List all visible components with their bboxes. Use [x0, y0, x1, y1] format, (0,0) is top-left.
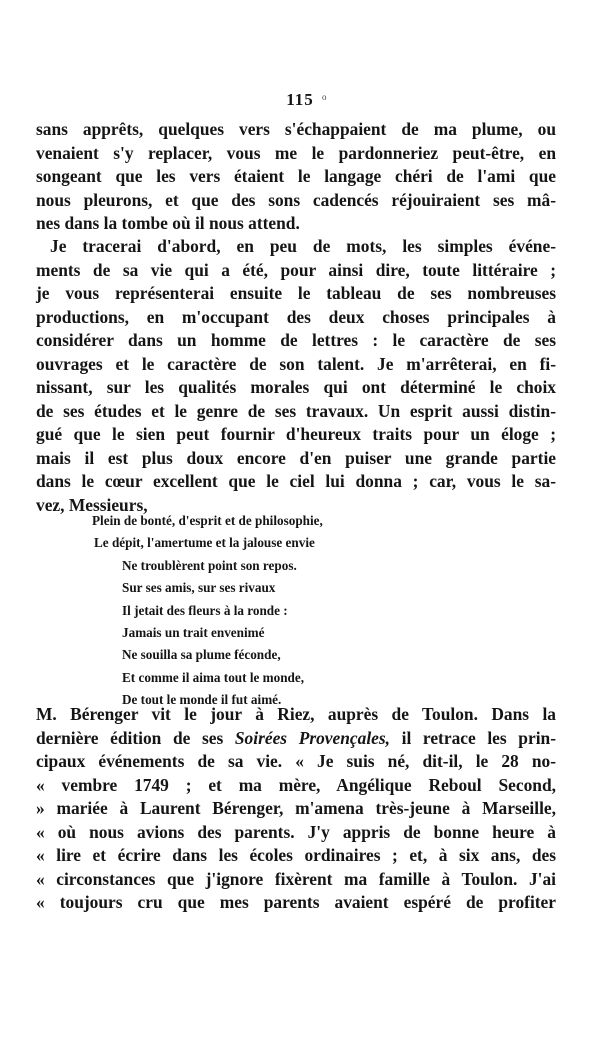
verse-line: Et comme il aima tout le monde, — [122, 669, 305, 685]
text-line: dans le cœur excellent que le ciel lui donna ; car, vous le sa- — [36, 471, 556, 491]
text-line: songeant que les vers étaient le langage chéri de l'ami que — [36, 166, 556, 186]
text-line: venaient s'y replacer, vous me le pardonneriez peut-être, en — [36, 142, 556, 163]
text-line: Je tracerai d'abord, en peu de mots, les simples événe- — [50, 236, 556, 256]
text-line — [36, 727, 556, 751]
text-line: nissant, sur les qualités morales qui ont déterminé le choix — [36, 377, 556, 397]
verse-line: De tout le monde il fut aimé. — [122, 692, 282, 708]
text-line: « circonstances que j'ignore fixèrent ma famille à Toulon. J'ai — [36, 868, 556, 889]
text-line: vez, Messieurs, — [36, 494, 148, 515]
verse-line: Sur ses amis, sur ses rivaux — [122, 580, 276, 596]
text-line: « où nous avions des parents. J'y appris de bonne heure à — [36, 821, 556, 842]
printer-mark: o — [322, 92, 327, 102]
text-line: nous pleurons, et que des sons cadencés réjouiraient ses mâ- — [36, 189, 556, 210]
verse-line: Le dépit, l'amertume et la jalouse envie — [94, 535, 315, 551]
verse-line: Ne souilla sa plume féconde, — [122, 647, 281, 663]
text-line: je vous représenterai ensuite le tableau de ses nombreuses — [36, 283, 556, 303]
text-line: nes dans la tombe où il nous attend. — [36, 213, 300, 233]
page-number: 115 — [286, 90, 314, 109]
paragraph-2 — [36, 235, 556, 517]
text-line: « lire et écrire dans les écoles ordinaires ; et, à six ans, des — [36, 845, 556, 865]
verse-line: Plein de bonté, d'esprit et de philosophie, — [92, 513, 323, 528]
text-line: sans apprêts, quelques vers s'échappaient de ma plume, ou — [36, 119, 556, 139]
text-segment: dernière édition de ses — [36, 727, 235, 748]
paragraph-3 — [36, 703, 556, 915]
text-line: gué que le sien peut fournir d'heureux traits pour un éloge ; — [36, 424, 556, 444]
text-line: » mariée à Laurent Bérenger, m'amena très-jeune à Marseille, — [36, 798, 556, 818]
verse-line: Ne troublèrent point son repos. — [122, 557, 297, 573]
text-line: productions, en m'occupant des deux choses principales à — [36, 306, 556, 327]
text-line: « vembre 1749 ; et ma mère, Angélique Reboul Second, — [36, 774, 556, 795]
text-line: considérer dans un homme de lettres : le caractère de ses — [36, 330, 556, 350]
text-line: ments de sa vie qui a été, pour ainsi dire, toute littéraire ; — [36, 259, 556, 280]
text-line: M. Bérenger vit le jour à Riez, auprès de Toulon. Dans la — [36, 704, 556, 724]
book-title: Soirées Provençales, — [234, 727, 390, 748]
text-segment: il retrace les prin- — [389, 727, 556, 748]
verse-line: Il jetait des fleurs à la ronde : — [122, 602, 288, 618]
text-line: mais il est plus doux encore d'en puiser une grande partie — [36, 447, 556, 468]
verse-line: Jamais un trait envenimé — [122, 625, 265, 641]
verse-quotation — [0, 510, 600, 712]
text-line: « toujours cru que mes parents avaient espéré de profiter — [36, 892, 556, 912]
text-line: de ses études et le genre de ses travaux. Un esprit aussi distin- — [36, 400, 556, 421]
text-line: ouvrages et le caractère de son talent. Je m'arrêterai, en fi- — [36, 353, 556, 374]
paragraph-1 — [36, 118, 556, 236]
text-line: cipaux événements de sa vie. « Je suis né, dit-il, le 28 no- — [36, 751, 556, 771]
